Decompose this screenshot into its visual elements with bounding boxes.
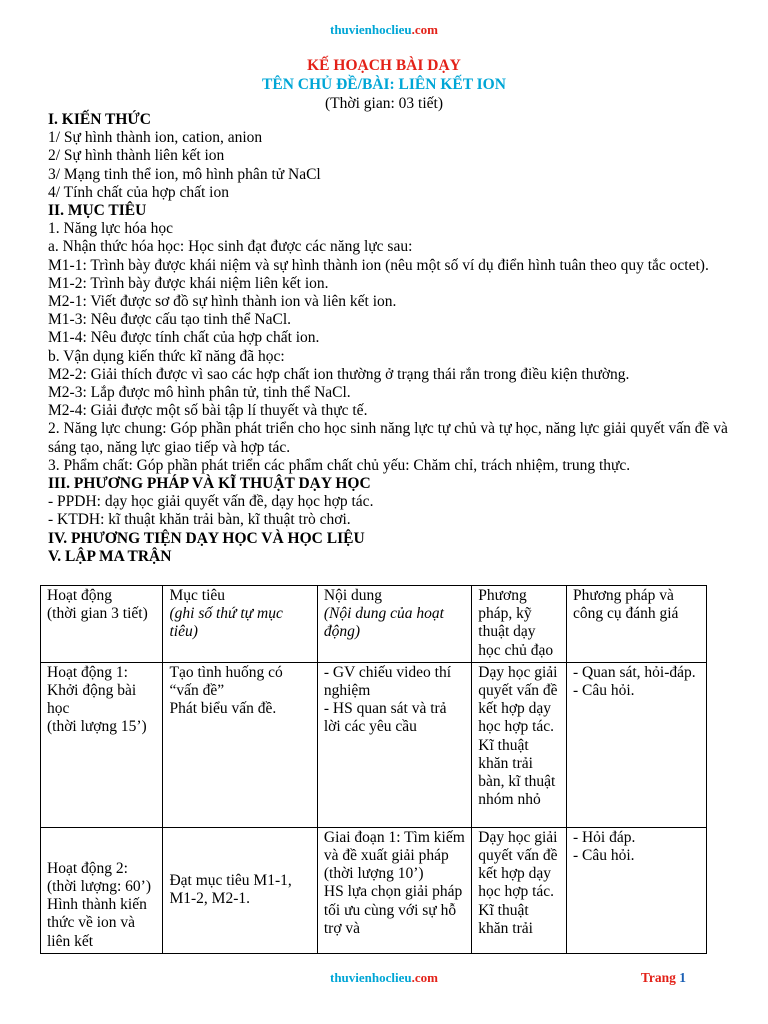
cell-text: Đạt mục tiêu M1-1, M1-2, M2-1.	[169, 871, 292, 907]
table-cell	[41, 662, 163, 827]
table-cell	[317, 662, 471, 827]
objective-line: M2-3: Lắp được mô hình phân tử, tinh thể NaCl.	[48, 384, 351, 402]
knowledge-item: 3/ Mạng tinh thể ion, mô hình phân tử NaCl	[48, 165, 321, 183]
table-cell	[163, 662, 317, 827]
objective-line: a. Nhận thức hóa học: Học sinh đạt được các năng lực sau:	[48, 238, 413, 256]
table-row	[41, 662, 707, 827]
section-heading-knowledge: I. KIẾN THỨC	[48, 111, 151, 128]
cell-text: - Quan sát, hỏi-đáp.	[572, 663, 696, 681]
cell-text: Kĩ thuật khăn trải bàn, kĩ thuật nhóm nhỏ	[478, 736, 556, 809]
table-cell	[472, 827, 567, 953]
cell-text: Phương pháp và công cụ đánh giá	[572, 587, 679, 623]
method-item: - PPDH: dạy học giải quyết vấn đề, dạy học hợp tác.	[48, 493, 374, 511]
document-title: KẾ HOẠCH BÀI DẠY	[307, 57, 461, 74]
section-heading-matrix: V. LẬP MA TRẬN	[48, 547, 172, 565]
cell-text: - Hỏi đáp.	[572, 828, 636, 846]
knowledge-item: 1/ Sự hình thành ion, cation, anion	[48, 129, 263, 147]
cell-text: Nội dung	[323, 587, 382, 604]
table-cell	[41, 827, 163, 953]
header-cell-objective	[163, 586, 317, 663]
knowledge-item: 2/ Sự hình thành liên kết ion	[48, 147, 225, 165]
cell-text: (thời lượng 15’)	[47, 718, 147, 736]
table-cell	[472, 662, 567, 827]
objective-line: 2. Năng lực chung: Góp phần phát triển cho học sinh năng lực tự chủ và tự học, năng lực giải quyết vấn đề và sáng tạo, năng lực giao tiếp và hợp tác.	[48, 420, 728, 456]
document-body	[48, 111, 728, 566]
lesson-topic: TÊN CHỦ ĐỀ/BÀI: LIÊN KẾT ION	[262, 76, 506, 93]
header-cell-activity	[41, 586, 163, 663]
knowledge-item: 4/ Tính chất của hợp chất ion	[48, 183, 229, 201]
cell-text: Phát biểu vấn đề.	[169, 700, 277, 718]
header-cell-assessment	[566, 586, 706, 663]
objective-line: 1. Năng lực hóa học	[48, 220, 174, 238]
cell-text: Hoạt động 1:	[47, 663, 128, 681]
section-heading-materials: IV. PHƯƠNG TIỆN DẠY HỌC VÀ HỌC LIỆU	[48, 529, 365, 547]
table-cell	[317, 827, 471, 953]
cell-text: - GV chiếu video thí nghiệm	[323, 663, 452, 700]
cell-text: Tạo tình huống có “vấn đề”	[169, 663, 283, 700]
cell-text: Phương pháp, kỹ thuật dạy học chủ đạo	[478, 587, 554, 659]
objective-line: 3. Phẩm chất: Góp phần phát triển các phẩm chất chủ yếu: Chăm chỉ, trách nhiệm, trung thực.	[48, 456, 631, 474]
objective-line: M2-4: Giải được một số bài tập lí thuyết và thực tế.	[48, 402, 368, 420]
cell-text: - HS quan sát và trả lời các yêu cầu	[323, 700, 447, 736]
page-number-value: 1	[679, 970, 686, 985]
cell-text: Giai đoạn 1: Tìm kiếm và đề xuất giải pháp	[323, 828, 465, 865]
cell-text: - Câu hỏi.	[572, 682, 635, 700]
brand-domain: .com	[411, 22, 438, 37]
objective-line: M1-4: Nêu được tính chất của hợp chất ion.	[48, 329, 320, 347]
objective-line: M1-3: Nêu được cấu tạo tinh thể NaCl.	[48, 311, 292, 329]
cell-text: Hoạt động	[47, 587, 113, 604]
objective-line: M2-1: Viết được sơ đồ sự hình thành ion và liên kết ion.	[48, 293, 397, 311]
page-label: Trang	[640, 970, 676, 985]
table-header-row	[41, 586, 707, 663]
objective-line: M2-2: Giải thích được vì sao các hợp chất ion thường ở trạng thái rắn trong điều kiện thường.	[48, 365, 630, 383]
cell-text: Dạy học giải quyết vấn đề kết hợp dạy học hợp tác.	[478, 663, 558, 736]
cell-text: (Nội dung của hoạt động)	[323, 605, 444, 641]
lesson-duration: (Thời gian: 03 tiết)	[325, 95, 443, 112]
cell-text: - Câu hỏi.	[572, 847, 635, 865]
footer-brand-domain: .com	[411, 970, 438, 985]
document-title-block	[0, 56, 768, 113]
cell-text: Mục tiêu	[169, 587, 226, 604]
table-row	[41, 827, 707, 953]
footer-brand-name: thuvienhoclieu	[330, 970, 412, 985]
cell-text: Hoạt động 2: (thời lượng: 60’) Hình thành kiến thức về ion và liên kết	[47, 859, 152, 950]
section-heading-objectives: II. MỤC TIÊU	[48, 202, 147, 220]
table-cell	[566, 662, 706, 827]
table-cell	[566, 827, 706, 953]
method-item: - KTDH: kĩ thuật khăn trải bàn, kĩ thuật trò chơi.	[48, 511, 351, 529]
cell-text: Kĩ thuật khăn trải	[478, 901, 533, 937]
header-cell-content	[317, 586, 471, 663]
cell-text: Khởi động bài học	[47, 682, 137, 718]
lesson-matrix-table	[40, 585, 707, 954]
header-cell-method	[472, 586, 567, 663]
site-header-brand[interactable]	[0, 22, 768, 38]
objective-line: M1-2: Trình bày được khái niệm liên kết ion.	[48, 274, 329, 292]
page-number	[641, 970, 686, 986]
objective-line: M1-1: Trình bày được khái niệm và sự hình thành ion (nêu một số ví dụ điển hình tuân theo quy tắc octet).	[48, 256, 709, 274]
section-heading-methods: III. PHƯƠNG PHÁP VÀ KĨ THUẬT DẠY HỌC	[48, 475, 371, 493]
cell-text: (ghi số thứ tự mục tiêu)	[169, 605, 283, 641]
cell-text: (thời lượng 10’)	[323, 865, 424, 883]
brand-name: thuvienhoclieu	[330, 22, 412, 37]
cell-text: (thời gian 3 tiết)	[47, 605, 148, 623]
table-cell	[163, 827, 317, 953]
cell-text: HS lựa chọn giải pháp tối ưu cùng với sự hỗ trợ và	[323, 883, 463, 937]
cell-text: Dạy học giải quyết vấn đề kết hợp dạy học hợp tác.	[478, 828, 558, 901]
objective-line: b. Vận dụng kiến thức kĩ năng đã học:	[48, 347, 285, 365]
page-footer	[0, 970, 768, 990]
